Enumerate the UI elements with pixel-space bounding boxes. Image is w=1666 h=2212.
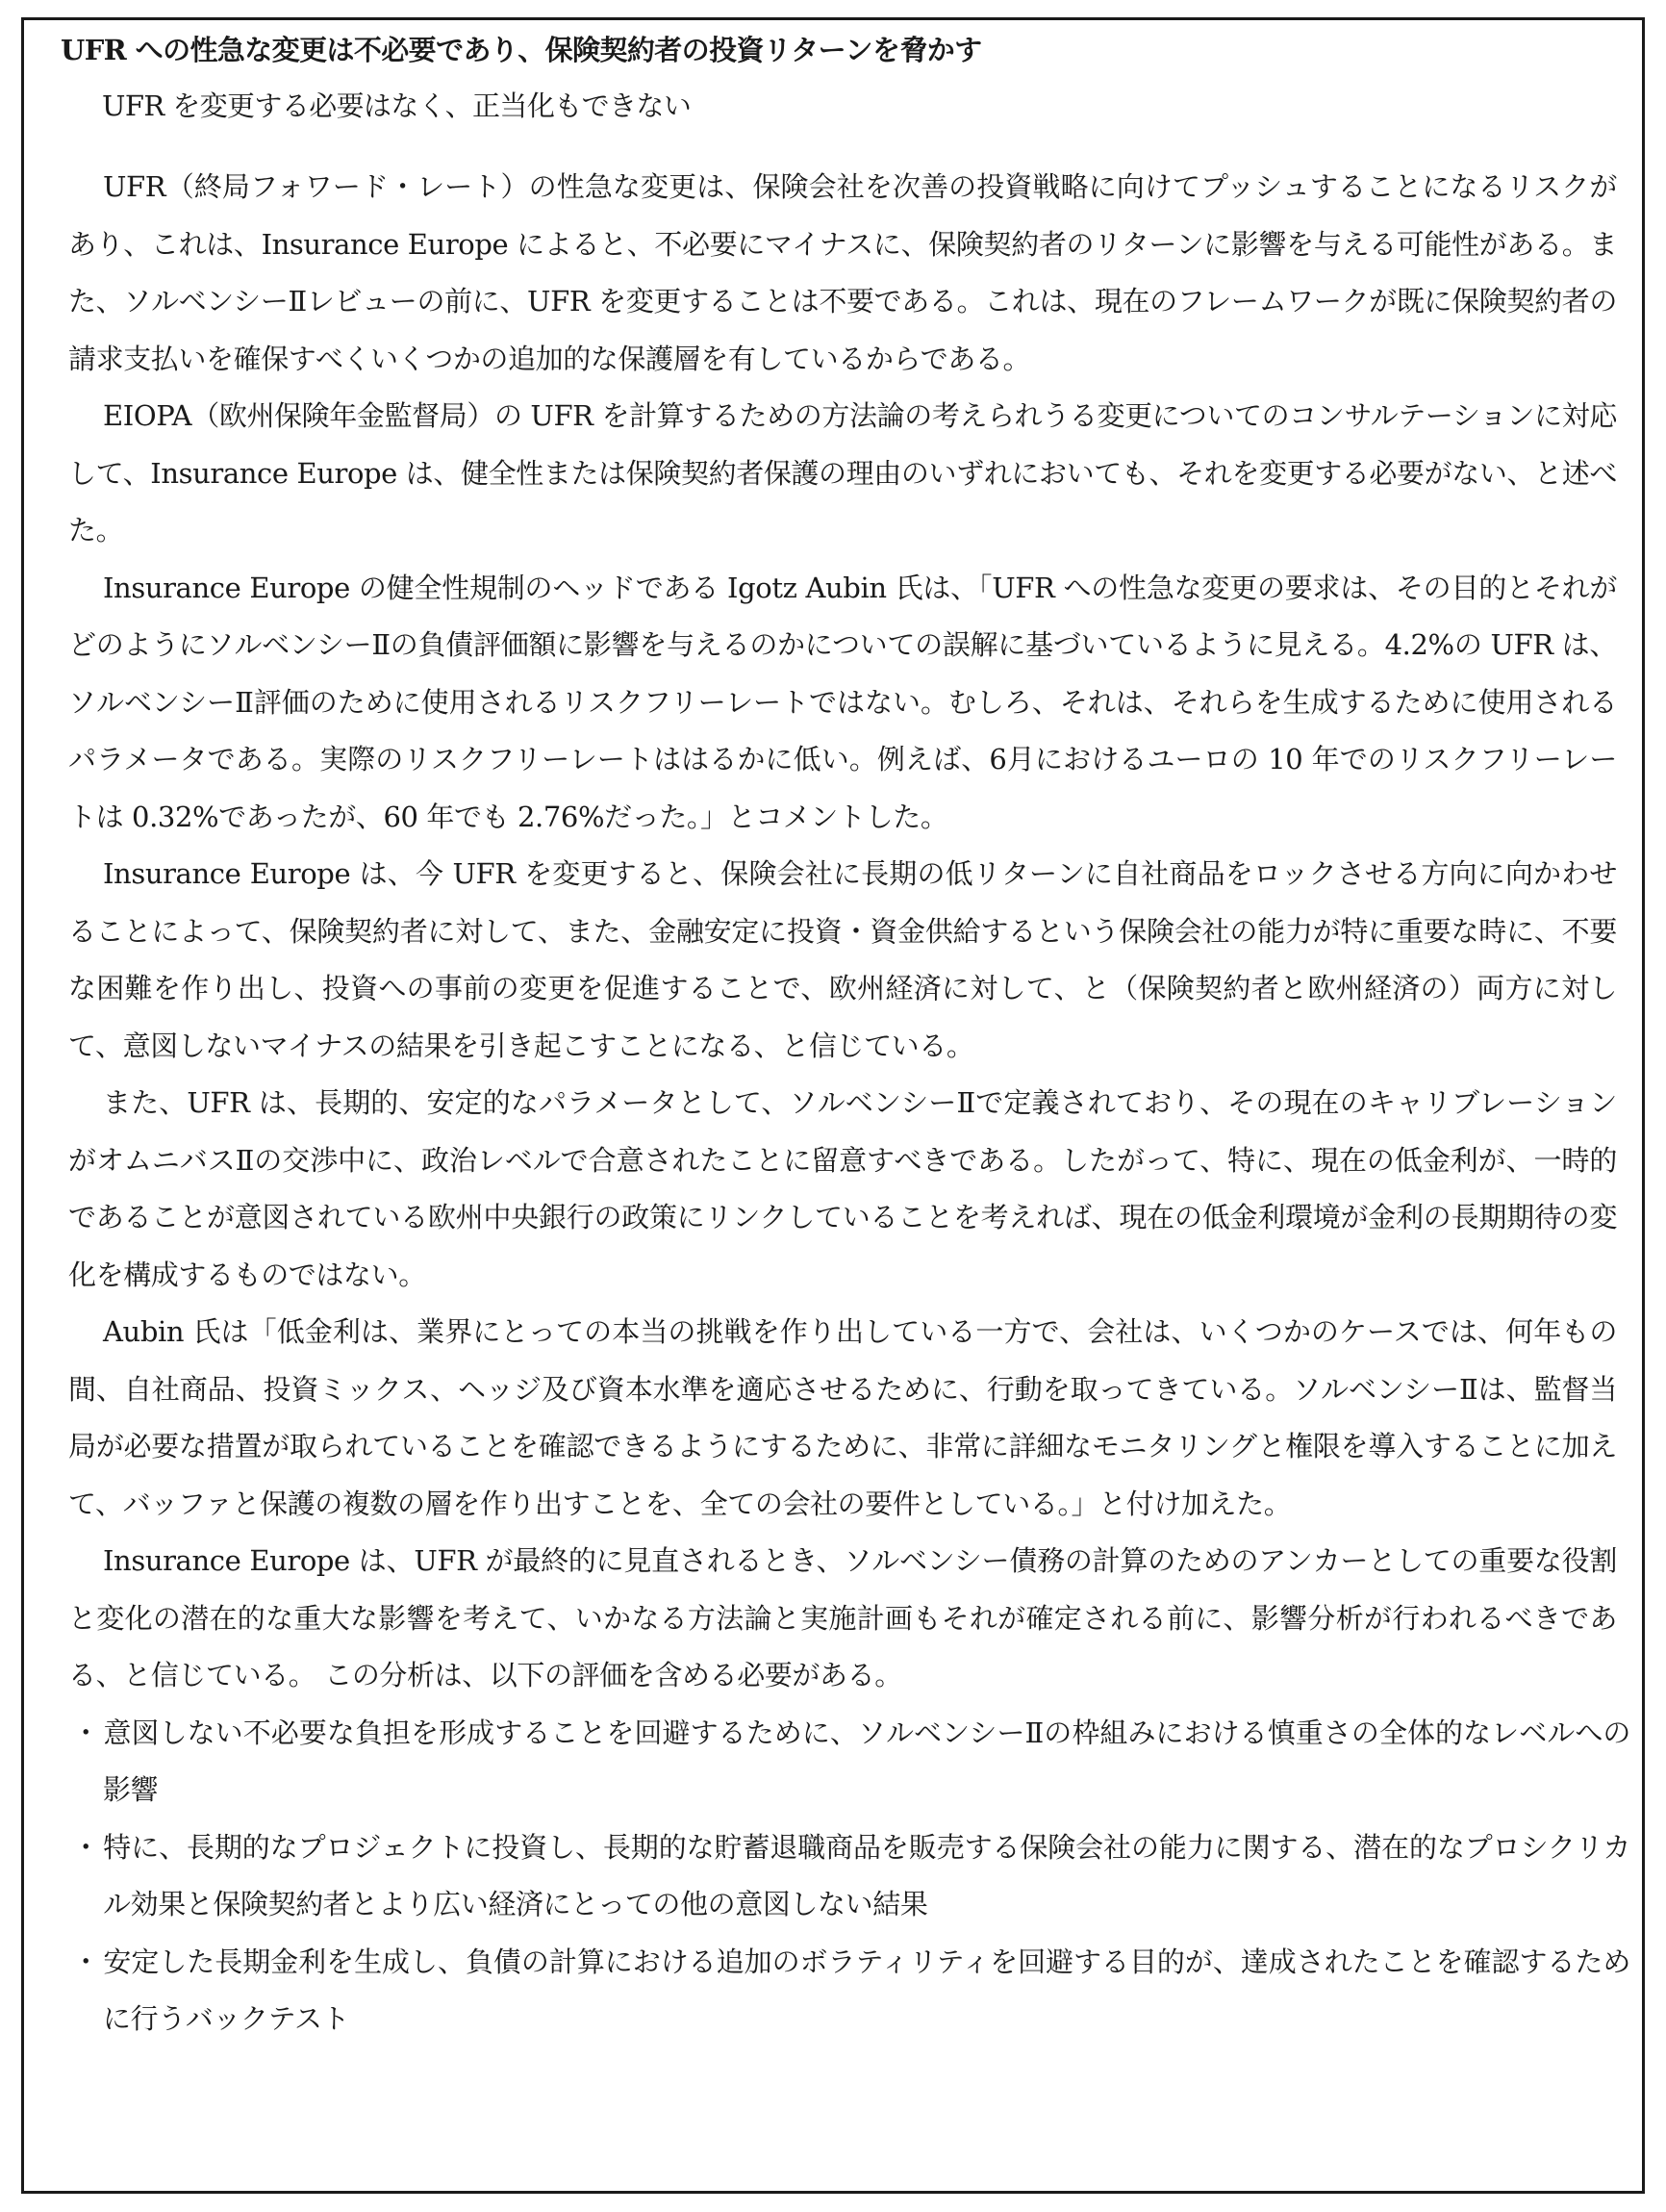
bullet-item bbox=[68, 1934, 1630, 2048]
body-paragraph: また、UFR は、長期的、安定的なパラメータとして、ソルベンシーⅡで定義されており、その現在のキャリブレーションがオムニバスⅡの交渉中に、政治レベルで合意されたことに留意すべきである。したがって、特に、現在の低金利が、一時的であることが意図されている欧州中央銀行の政策にリンクしていることを考えれば、現在の低金利環境が金利の長期期待の変化を構成するものではない。 bbox=[68, 1086, 1617, 1291]
document-frame bbox=[21, 17, 1645, 2194]
body-paragraph: Insurance Europe は、今 UFR を変更すると、保険会社に長期の低リターンに自社商品をロックさせる方向に向かわせることによって、保険契約者に対して、また、金融安定に投資・資金供給するという保険会社の能力が特に重要な時に、不要な困難を作り出し、投資への事前の変更を促進することで、欧州経済に対して、と（保険契約者と欧州経済の）両方に対して、意図しないマイナスの結果を引き起こすことになる、と信じている。 bbox=[68, 857, 1617, 1062]
body-paragraph: Insurance Europe は、UFR が最終的に見直されるとき、ソルベンシー債務の計算のためのアンカーとしての重要な役割と変化の潜在的な重大な影響を考えて、いかなる方法論と実施計画もそれが確定される前に、影響分析が行われるべきである、と信じている。 この分析は、以下の評価を含める必要がある。 bbox=[68, 1544, 1617, 1691]
bullet-text: 安定した長期金利を生成し、負債の計算における追加のボラティリティを回避する目的が、達成されたことを確認するために行うバックテスト bbox=[103, 1945, 1630, 2035]
bullet-item bbox=[68, 1705, 1630, 1819]
bullet-mark: ・ bbox=[71, 1945, 100, 1978]
bullet-list bbox=[47, 1705, 1630, 2048]
bullet-text: 意図しない不必要な負担を形成することを回避するために、ソルベンシーⅡの枠組みにおける慎重さの全体的なレベルへの影響 bbox=[103, 1716, 1630, 1806]
bullet-mark: ・ bbox=[71, 1716, 100, 1749]
article-subtitle: UFR を変更する必要はなく、正当化もできない bbox=[102, 89, 692, 122]
bullet-item bbox=[68, 1819, 1630, 1934]
bullet-mark: ・ bbox=[71, 1830, 100, 1864]
article-title: UFR への性急な変更は不必要であり、保険契約者の投資リターンを脅かす bbox=[61, 34, 982, 66]
bullet-text: 特に、長期的なプロジェクトに投資し、長期的な貯蓄退職商品を販売する保険会社の能力に関する、潜在的なプロシクリカル効果と保険契約者とより広い経済にとっての他の意図しない結果 bbox=[103, 1830, 1630, 1920]
body-paragraph: Aubin 氏は「低金利は、業界にとっての本当の挑戦を作り出している一方で、会社は、いくつかのケースでは、何年もの間、自社商品、投資ミックス、ヘッジ及び資本水準を適応させるために、行動を取ってきている。ソルベンシーⅡは、監督当局が必要な措置が取られていることを確認できるようにするために、非常に詳細なモニタリングと権限を導入することに加えて、バッファと保護の複数の層を作り出すことを、全ての会社の要件としている。」と付け加えた。 bbox=[68, 1315, 1617, 1520]
body-paragraph: UFR（終局フォワード・レート）の性急な変更は、保険会社を次善の投資戦略に向けてプッシュすることになるリスクがあり、これは、Insurance Europe によると、不必要にマイナスに、保険契約者のリターンに影響を与える可能性がある。また、ソルベンシーⅡレビューの前に、UFR を変更することは不要である。これは、現在のフレームワークが既に保険契約者の請求支払いを確保すべくいくつかの追加的な保護層を有しているからである。 bbox=[68, 170, 1617, 375]
body-paragraph: Insurance Europe の健全性規制のヘッドである Igotz Aubin 氏は、「UFR への性急な変更の要求は、その目的とそれがどのようにソルベンシーⅡの負債評価額に影響を与えるのかについての誤解に基づいているように見える。4.2%の UFR は、ソルベンシーⅡ評価のために使用されるリスクフリーレートではない。むしろ、それは、それらを生成するために使用されるパラメータである。実際のリスクフリーレートははるかに低い。例えば、6月におけるユーロの 10 年でのリスクフリーレートは 0.32%であったが、60 年でも 2.76%だった。」とコメントした。 bbox=[68, 571, 1617, 833]
body-paragraph: EIOPA（欧州保険年金監督局）の UFR を計算するための方法論の考えられうる変更についてのコンサルテーションに対応して、Insurance Europe は、健全性または保険契約者保護の理由のいずれにおいても、それを変更する必要がない、と述べた。 bbox=[68, 399, 1617, 547]
